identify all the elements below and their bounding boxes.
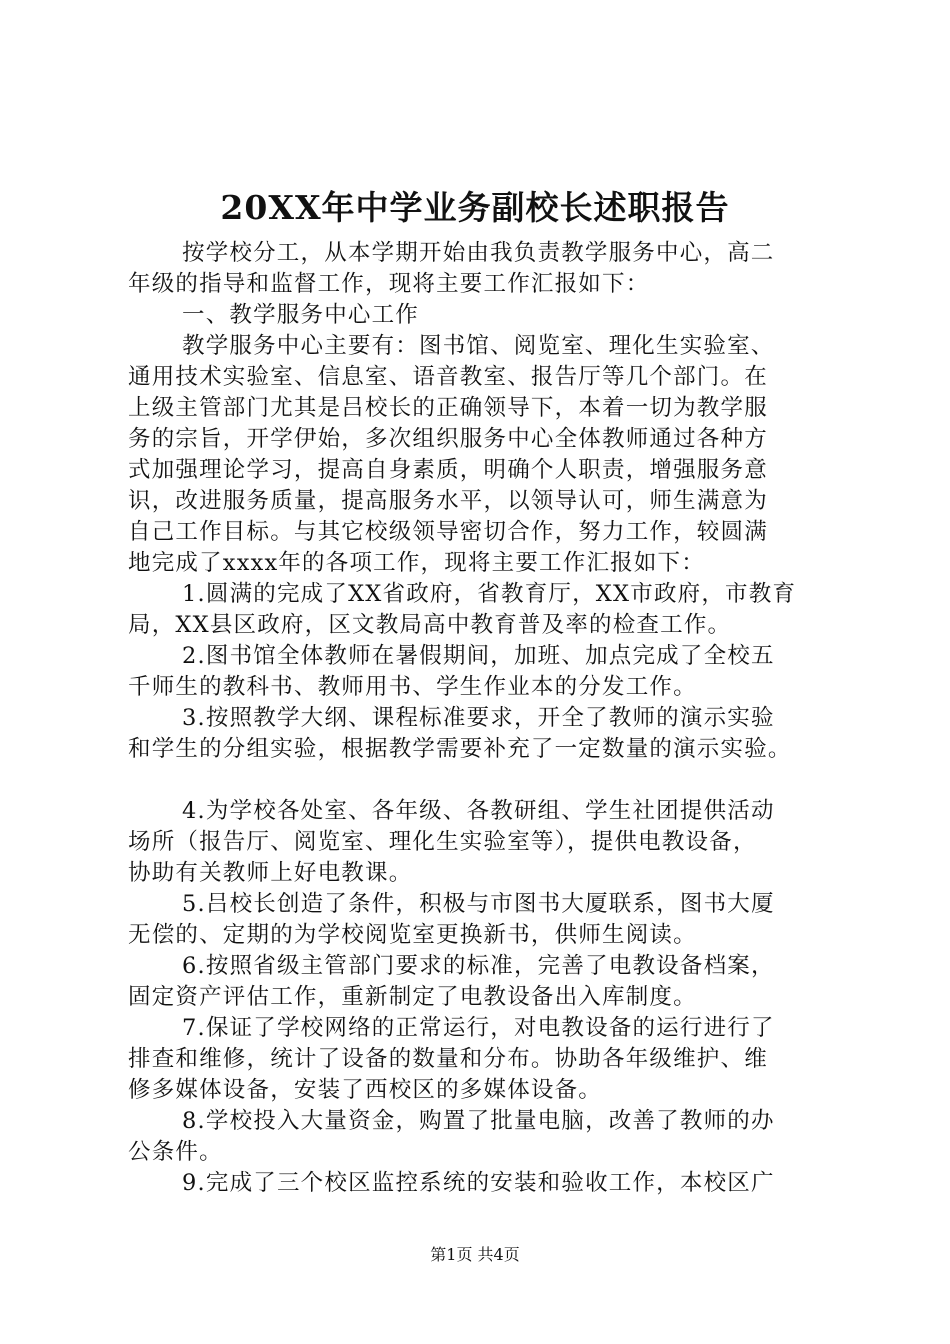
- text-line: 自己工作目标。与其它校级领导密切合作，努力工作，较圆满: [128, 519, 768, 545]
- text-line: 7.保证了学校网络的正常运行，对电教设备的运行进行了: [182, 1015, 775, 1041]
- text-line: [128, 765, 833, 796]
- text-line: 8.学校投入大量资金，购置了批量电脑，改善了教师的办: [182, 1108, 775, 1134]
- text-line: 地完成了xxxx年的各项工作，现将主要工作汇报如下：: [128, 550, 705, 576]
- text-line: 场所（报告厅、阅览室、理化生实验室等），提供电教设备，: [128, 829, 757, 855]
- text-line: 式加强理论学习，提高自身素质，明确个人职责，增强服务意: [128, 457, 768, 483]
- text-line: 1.圆满的完成了XX省政府，省教育厅，XX市政府，市教育: [182, 581, 797, 607]
- text-line: 6.按照省级主管部门要求的标准，完善了电教设备档案，: [182, 953, 775, 979]
- text-line: 教学服务中心主要有：图书馆、阅览室、理化生实验室、: [182, 333, 775, 359]
- text-line: 上级主管部门尤其是吕校长的正确领导下，本着一切为教学服: [128, 395, 768, 421]
- text-line: 千师生的教科书、教师用书、学生作业本的分发工作。: [128, 674, 697, 700]
- text-line: 年级的指导和监督工作，现将主要工作汇报如下：: [128, 271, 650, 297]
- text-line: 公条件。: [128, 1139, 223, 1165]
- text-line: 通用技术实验室、信息室、语音教室、报告厅等几个部门。在: [128, 364, 768, 390]
- text-line: 和学生的分组实验，根据教学需要补充了一定数量的演示实验。: [128, 736, 792, 762]
- page-footer: 第1页 共4页: [430, 1245, 520, 1264]
- text-line: 局，XX县区政府，区文教局高中教育普及率的检查工作。: [128, 612, 732, 638]
- text-line: 按学校分工，从本学期开始由我负责教学服务中心，高二: [182, 240, 775, 266]
- text-line: 排查和维修，统计了设备的数量和分布。协助各年级维护、维: [128, 1046, 768, 1072]
- document-title: 20XX年中学业务副校长述职报告: [220, 188, 730, 227]
- text-line: 固定资产评估工作，重新制定了电教设备出入库制度。: [128, 984, 697, 1010]
- document-body: [128, 238, 833, 1199]
- text-line: 协助有关教师上好电教课。: [128, 860, 413, 886]
- text-line: 一、教学服务中心工作: [182, 302, 420, 328]
- text-line: 务的宗旨，开学伊始，多次组织服务中心全体教师通过各种方: [128, 426, 768, 452]
- text-line: 4.为学校各处室、各年级、各教研组、学生社团提供活动: [182, 798, 775, 824]
- text-line: 识，改进服务质量，提高服务水平，以领导认可，师生满意为: [128, 488, 768, 514]
- text-line: 5.吕校长创造了条件，积极与市图书大厦联系，图书大厦: [182, 891, 775, 917]
- text-line: 9.完成了三个校区监控系统的安装和验收工作，本校区广: [182, 1170, 775, 1196]
- text-line: 修多媒体设备，安装了西校区的多媒体设备。: [128, 1077, 603, 1103]
- text-line: 3.按照教学大纲、课程标准要求，开全了教师的演示实验: [182, 705, 775, 731]
- text-line: 2.图书馆全体教师在暑假期间，加班、加点完成了全校五: [182, 643, 775, 669]
- text-line: 无偿的、定期的为学校阅览室更换新书，供师生阅读。: [128, 922, 697, 948]
